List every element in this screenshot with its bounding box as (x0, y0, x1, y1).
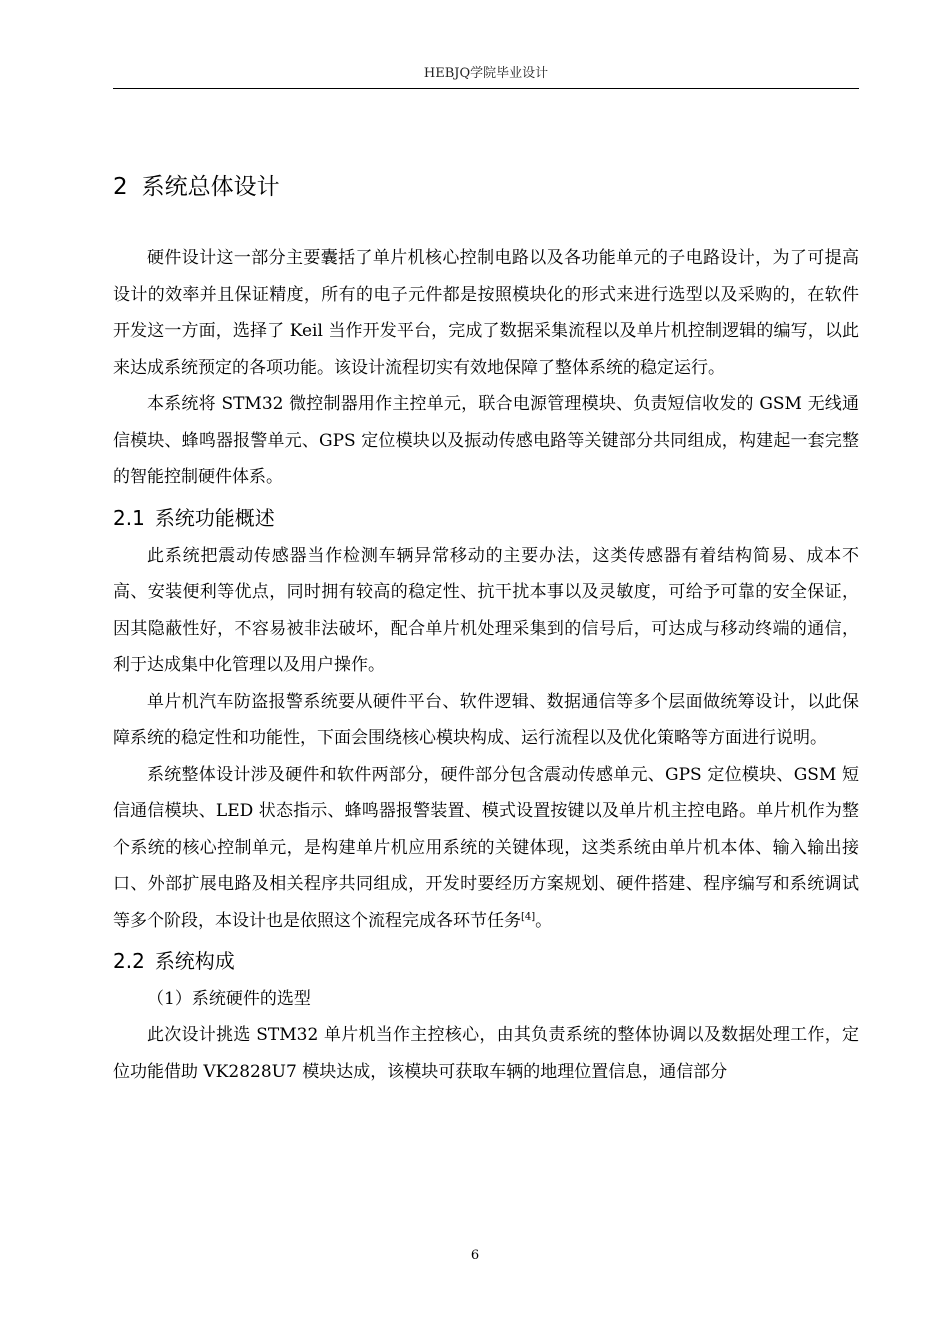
citation-ref: [4] (521, 910, 536, 922)
chapter-number: 2 (113, 174, 128, 200)
section-2-2-paragraph-1: 此次设计挑选 STM32 单片机当作主控核心，由其负责系统的整体协调以及数据处理工作，定位功能借助 VK2828U7 模块达成，该模块可获取车辆的地理位置信息，通信部分 (113, 1025, 859, 1082)
section-number: 2.1 (113, 505, 145, 530)
chapter-title: 系统总体设计 (141, 174, 280, 200)
page-number: 6 (470, 1248, 480, 1263)
paragraph-text: 系统整体设计涉及硬件和软件两部分，硬件部分包含震动传感单元、GPS 定位模块、GSM 短信通信模块、LED 状态指示、蜂鸣器报警装置、模式设置按键以及单片机主控电路。单片机作为整个系统的核心控制单元，是构建单片机应用系统的关键体现，这类系统由单片机本体、输入输出接口、外部扩展电路及相关程序共同组成，开发时要经历方案规划、硬件搭建、程序编写和系统调试等多个阶段，本设计也是依照这个流程完成各环节任务 (113, 764, 859, 931)
section-2-1-paragraph-1: 此系统把震动传感器当作检测车辆异常移动的主要办法，这类传感器有着结构简易、成本不高、安装便利等优点，同时拥有较高的稳定性、抗干扰本事以及灵敏度，可给予可靠的安全保证，因其隐蔽性好，不容易被非法破坏，配合单片机处理采集到的信号后，可达成与移动终端的通信，利于达成集中化管理以及用户操作。 (113, 545, 859, 675)
section-2-1-paragraph-2: 单片机汽车防盗报警系统要从硬件平台、软件逻辑、数据通信等多个层面做统筹设计，以此保障系统的稳定性和功能性，下面会围绕核心模块构成、运行流程以及优化策略等方面进行说明。 (113, 691, 859, 748)
body-text (113, 240, 859, 1090)
paragraph-tail: 。 (535, 910, 553, 931)
intro-paragraph-2: 本系统将 STM32 微控制器用作主控单元，联合电源管理模块、负责短信收发的 GSM 无线通信模块、蜂鸣器报警单元、GPS 定位模块以及振动传感电路等关键部分共同组成，构建起一套完整的智能控制硬件体系。 (113, 394, 859, 487)
running-header: HEBJQ学院毕业设计 (423, 66, 549, 81)
section-title: 系统功能概述 (154, 505, 275, 530)
section-title: 系统构成 (154, 949, 235, 973)
section-number: 2.2 (113, 949, 145, 973)
section-2-2-heading-wrap (113, 945, 859, 977)
subsection-item: （1）系统硬件的选型 (147, 989, 311, 1009)
intro-paragraph-1: 硬件设计这一部分主要囊括了单片机核心控制电路以及各功能单元的子电路设计，为了可提高设计的效率并且保证精度，所有的电子元件都是按照模块化的形式来进行选型以及采购的，在软件开发这一方面，选择了 Keil 当作开发平台，完成了数据采集流程以及单片机控制逻辑的编写，以此来达成系统预定的各项功能。该设计流程切实有效地保障了整体系统的稳定运行。 (113, 248, 859, 378)
section-heading-2-1 (113, 502, 859, 534)
section-2-1-heading-wrap (113, 502, 859, 534)
chapter-heading (113, 170, 280, 204)
header-rule (113, 88, 859, 89)
section-2-1-paragraph-3 (113, 757, 859, 940)
section-heading-2-2 (113, 945, 859, 977)
